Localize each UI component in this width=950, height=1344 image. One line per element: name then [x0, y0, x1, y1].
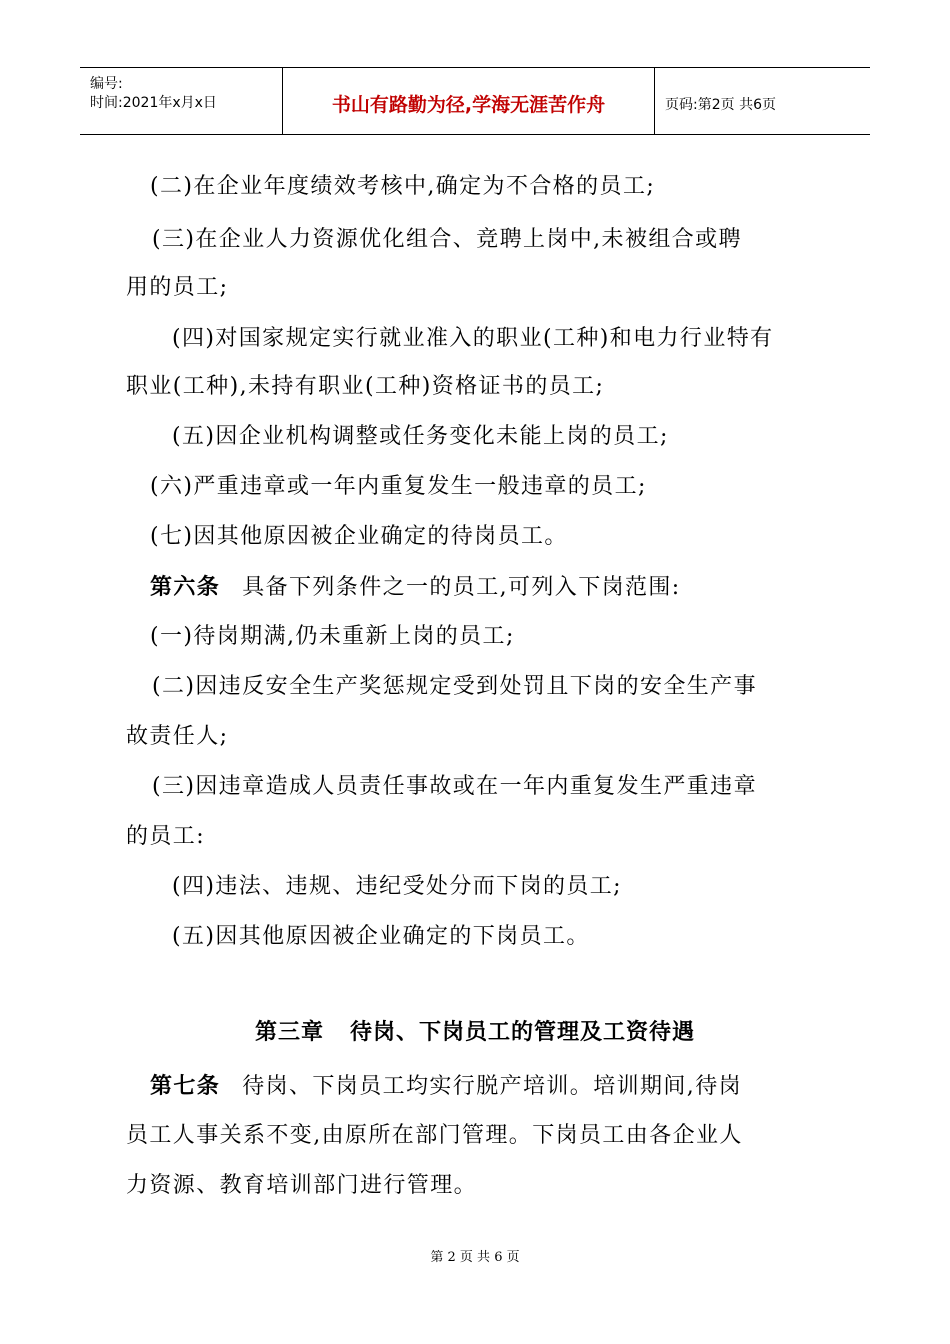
header-motto: 书山有路勤为径,学海无涯苦作舟 [331, 94, 606, 116]
paragraph-line: (五)因企业机构调整或任务变化未能上岗的员工; [172, 424, 669, 449]
paragraph-line: (六)严重违章或一年内重复发生一般违章的员工; [150, 474, 647, 499]
chapter-title: 第三章 待岗、下岗员工的管理及工资待遇 [255, 1019, 695, 1045]
paragraph-line: (四)违法、违规、违纪受处分而下岗的员工; [172, 874, 622, 899]
paragraph-line: (三)因违章造成人员责任事故或在一年内重复发生严重违章 [152, 774, 757, 799]
paragraph-line: (三)在企业人力资源优化组合、竞聘上岗中,未被组合或聘 [152, 227, 742, 252]
article-7-label: 第七条 [150, 1073, 221, 1099]
document-header [80, 67, 870, 135]
header-meta-cell [80, 68, 283, 134]
article-7-text: 待岗、下岗员工均实行脱产培训。培训期间,待岗 [242, 1074, 742, 1099]
page-footer: 第 2 页 共 6 页 [430, 1250, 520, 1265]
article-6-text: 具备下列条件之一的员工,可列入下岗范围: [242, 575, 681, 600]
paragraph-line: (二)因违反安全生产奖惩规定受到处罚且下岗的安全生产事 [152, 674, 757, 699]
header-page-cell [655, 68, 870, 134]
page-code: 页码:第2页 共6页 [665, 97, 776, 113]
number-label: 编号: [90, 76, 123, 92]
time-label: 时间:2021年x月x日 [90, 95, 217, 111]
paragraph-line: 员工人事关系不变,由原所在部门管理。下岗员工由各企业人 [126, 1123, 743, 1148]
paragraph-line: 职业(工种),未持有职业(工种)资格证书的员工; [126, 374, 605, 399]
paragraph-line: (五)因其他原因被企业确定的下岗员工。 [172, 924, 590, 949]
paragraph-line: (一)待岗期满,仍未重新上岗的员工; [150, 624, 515, 649]
header-motto-cell [283, 68, 655, 134]
paragraph-line: 力资源、教育培训部门进行管理。 [126, 1173, 478, 1198]
paragraph-line: (二)在企业年度绩效考核中,确定为不合格的员工; [150, 174, 656, 199]
paragraph-line: 用的员工; [126, 275, 229, 300]
article-6-label: 第六条 [150, 574, 221, 600]
paragraph-line: 的员工: [126, 824, 206, 849]
article-6-line [150, 572, 681, 603]
article-7-line [150, 1071, 742, 1102]
paragraph-line: (七)因其他原因被企业确定的待岗员工。 [150, 524, 568, 549]
paragraph-line: (四)对国家规定实行就业准入的职业(工种)和电力行业特有 [172, 326, 774, 351]
paragraph-line: 故责任人; [126, 724, 229, 749]
